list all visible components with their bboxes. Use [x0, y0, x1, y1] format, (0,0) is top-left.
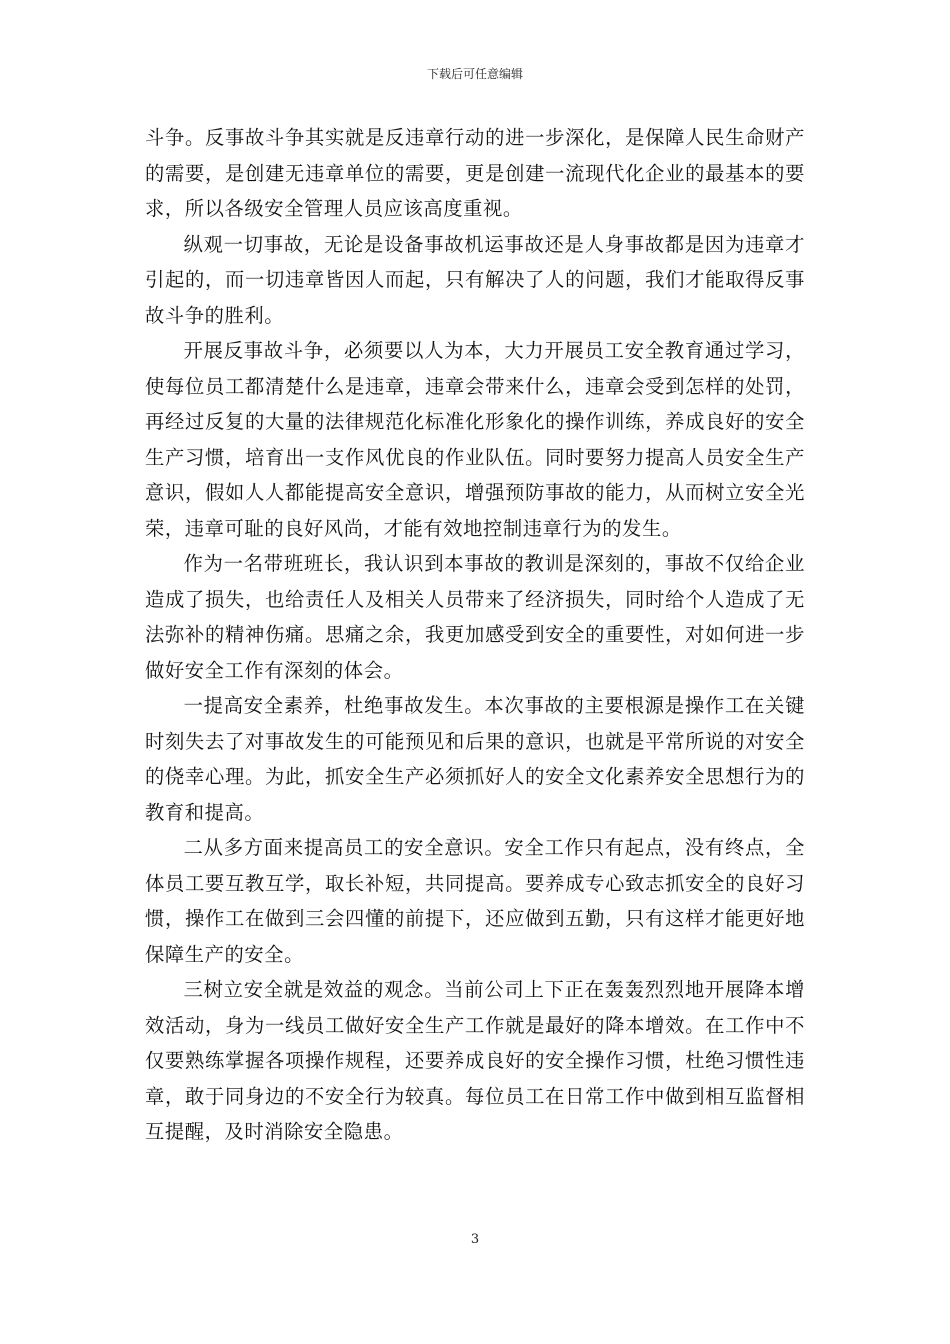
page-number: 3: [470, 1232, 480, 1247]
paragraph: 三树立安全就是效益的观念。当前公司上下正在轰轰烈烈地开展降本增效活动，身为一线员工做好安全生产工作就是最好的降本增效。在工作中不仅要熟练掌握各项操作规程，还要养成良好的安全操作习惯，杜绝习惯性违章，敢于同身边的不安全行为较真。每位员工在日常工作中做到相互监督相互提醒，及时消除安全隐患。: [145, 978, 805, 1143]
paragraph: 一提高安全素养，杜绝事故发生。本次事故的主要根源是操作工在关键时刻失去了对事故发生的可能预见和后果的意识，也就是平常所说的对安全的侥幸心理。为此，抓安全生产必须抓好人的安全文化素养安全思想行为的教育和提高。: [145, 694, 805, 824]
paragraph-continuation: 斗争。反事故斗争其实就是反违章行动的进一步深化，是保障人民生命财产的需要，是创建无违章单位的需要，更是创建一流现代化企业的最基本的要求，所以各级安全管理人员应该高度重视。: [145, 126, 805, 220]
paragraph: 作为一名带班班长，我认识到本事故的教训是深刻的，事故不仅给企业造成了损失，也给责任人及相关人员带来了经济损失，同时给个人造成了无法弥补的精神伤痛。思痛之余，我更加感受到安全的重要性，对如何进一步做好安全工作有深刻的体会。: [145, 552, 805, 682]
page-header: 下载后可任意编辑: [426, 67, 523, 81]
document-body: [145, 120, 805, 1150]
paragraph: 开展反事故斗争，必须要以人为本，大力开展员工安全教育通过学习，使每位员工都清楚什么是违章，违章会带来什么，违章会受到怎样的处罚，再经过反复的大量的法律规范化标准化形象化的操作训练，养成良好的安全生产习惯，培育出一支作风优良的作业队伍。同时要努力提高人员安全生产意识，假如人人都能提高安全意识，增强预防事故的能力，从而树立安全光荣，违章可耻的良好风尚，才能有效地控制违章行为的发生。: [145, 339, 805, 540]
paragraph: 二从多方面来提高员工的安全意识。安全工作只有起点，没有终点，全体员工要互教互学，取长补短，共同提高。要养成专心致志抓安全的良好习惯，操作工在做到三会四懂的前提下，还应做到五勤，只有这样才能更好地保障生产的安全。: [145, 836, 805, 966]
paragraph: 纵观一切事故，无论是设备事故机运事故还是人身事故都是因为违章才引起的，而一切违章皆因人而起，只有解决了人的问题，我们才能取得反事故斗争的胜利。: [145, 232, 805, 327]
